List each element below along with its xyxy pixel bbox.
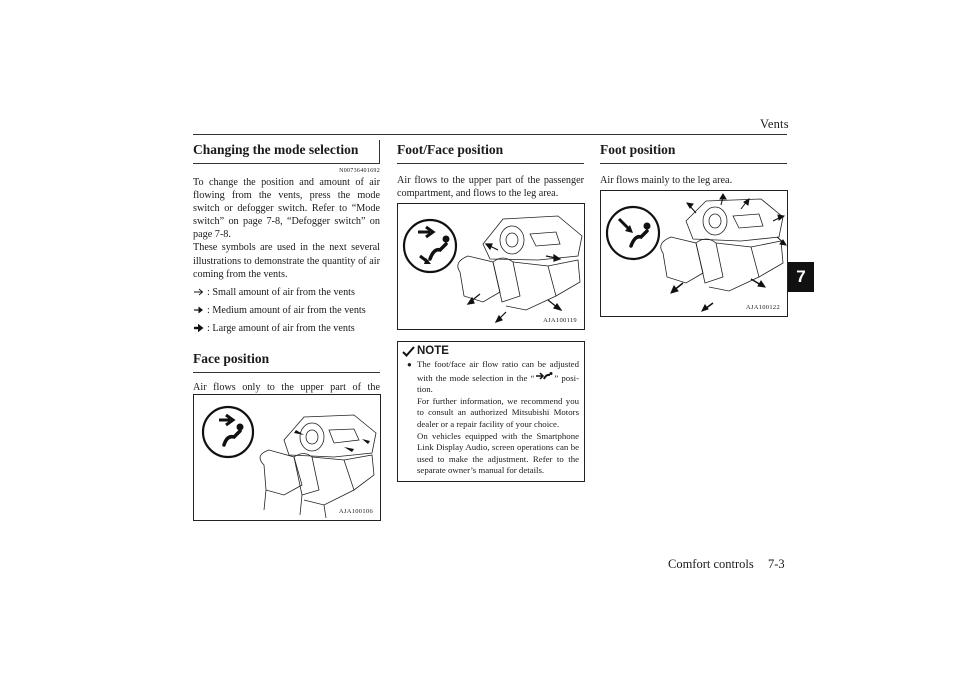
figure-foot-face-position [397, 203, 585, 330]
column-foot-face [397, 140, 584, 200]
section-title-foot-face: Foot/Face position [397, 140, 584, 164]
foot-face-illustration [398, 204, 584, 329]
bullet-dot-icon: ● [407, 360, 412, 369]
chapter-tab: 7 [788, 262, 814, 292]
column-mode-selection [193, 140, 380, 407]
face-position-illustration [194, 395, 380, 520]
footer-page-number: 7-3 [768, 557, 785, 571]
footer-section: Comfort controls [668, 557, 754, 571]
checkmark-icon [402, 346, 415, 357]
symbols-paragraph: These symbols are used in the next several illustrations to demonstrate the quantity of air coming from the vents. [193, 242, 380, 280]
dashboard-drawing [260, 415, 376, 518]
running-header-title: Vents [760, 117, 789, 131]
note-header [398, 342, 584, 359]
section-title-face-position: Face position [193, 349, 380, 373]
figure-code: AJA100122 [745, 304, 780, 311]
note-body [398, 359, 584, 481]
legend-medium-text: : Medium amount of air from the vents [207, 304, 366, 316]
note-text-part1: The foot/face air flow ratio can be adjusted with the mode selection in the “ [417, 359, 579, 383]
face-paragraph: Air flows only to the upper part of the [193, 381, 380, 393]
section-title-mode-selection: Changing the mode selection [193, 140, 380, 164]
legend-small [193, 286, 380, 299]
figure-foot-position [600, 190, 788, 317]
legend-large [193, 322, 380, 335]
figure-code: AJA100106 [338, 508, 373, 515]
intro-paragraph: To change the position and amount of air flowing from the vents, press the mode switch or defogger switch. Refer to “Mode switch” on page 7-8, “Defogger switch” on page 7-8. [193, 177, 380, 241]
note-label: NOTE [417, 345, 449, 357]
large-arrow-icon [193, 323, 204, 333]
foot-face-mode-icon [534, 371, 554, 381]
foot-paragraph: Air flows mainly to the leg area. [600, 175, 733, 186]
figure-code: AJA100119 [543, 317, 577, 324]
legend-medium [193, 304, 380, 317]
note-text-smartphone: On vehicles equipped with the Smartphone Link Display Audio, screen operations can be used to make the adjustment. Refer to the separate owner’s manual for details. [417, 430, 579, 476]
header-rule [193, 134, 787, 135]
medium-arrow-icon [193, 305, 204, 315]
foot-face-paragraph: Air flows to the upper part of the passenger compartment, and flows to the leg area. [397, 175, 584, 200]
foot-illustration [601, 191, 787, 316]
document-code: N00736401692 [339, 168, 380, 174]
note-text-consult: For further information, we recommend you to consult an authorized Mitsubishi Motors dealer or a repair facility of your choice. [417, 395, 579, 429]
figure-face-position [193, 394, 381, 521]
mode-face-icon [203, 407, 253, 457]
legend-large-text: : Large amount of air from the vents [207, 322, 355, 334]
note-text-part2: ” posi- tion. [417, 372, 580, 395]
note-box [397, 341, 585, 482]
section-title-foot: Foot position [600, 140, 787, 164]
note-bullet [407, 359, 579, 477]
legend-small-text: : Small amount of air from the vents [207, 286, 355, 298]
small-arrow-icon [193, 287, 204, 297]
column-foot [600, 140, 787, 187]
